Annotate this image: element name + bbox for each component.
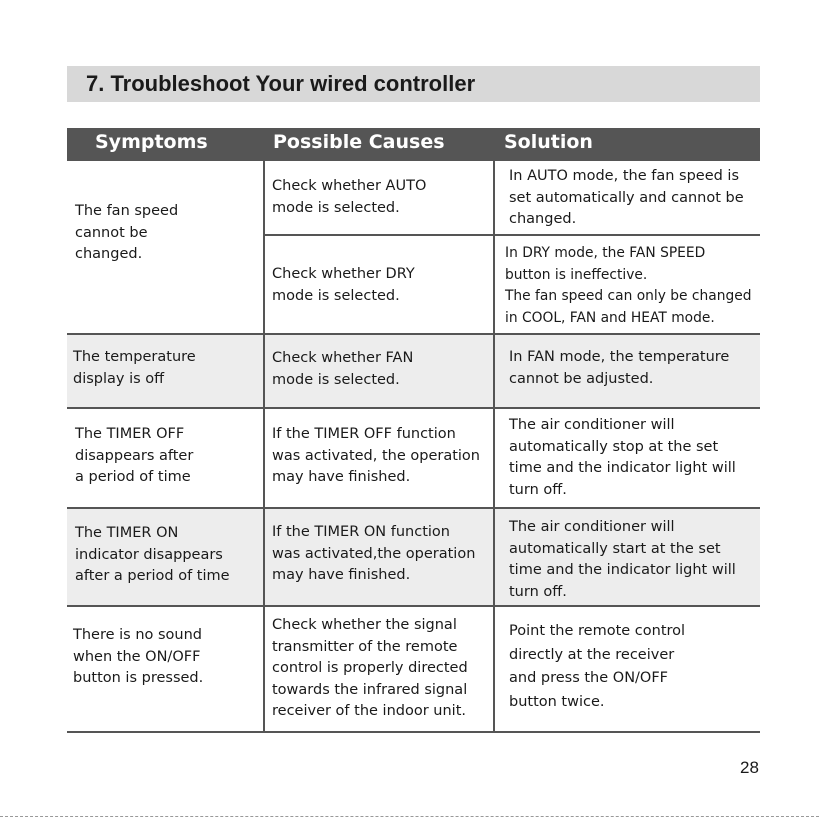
row-divider-3 bbox=[67, 507, 760, 509]
table-cell-cause: Check whether the signal transmitter of the remote control is properly directed towards the infrared signal receiver of the indoor unit. bbox=[272, 617, 468, 719]
column-divider-1 bbox=[263, 161, 265, 732]
table-cell-solution: In AUTO mode, the fan speed is set automatically and cannot be changed. bbox=[509, 168, 744, 227]
section-title: 7. Troubleshoot Your wired controller bbox=[86, 71, 476, 96]
table-cell-solution: The air conditioner will automatically start at the set time and the indicator light will turn off. bbox=[509, 519, 736, 600]
table-cell-solution: In DRY mode, the FAN SPEED button is ineffective. The fan speed can only be changed in COOL, FAN and HEAT mode. bbox=[505, 245, 752, 326]
section-title-bar bbox=[67, 66, 760, 102]
table-cell-symptom: There is no sound when the ON/OFF button is pressed. bbox=[73, 627, 204, 686]
table-cell-symptom: The TIMER ON indicator disappears after a period of time bbox=[75, 525, 230, 584]
table-cell-cause: Check whether DRY mode is selected. bbox=[272, 266, 415, 304]
table-cell-solution: The air conditioner will automatically stop at the set time and the indicator light will turn off. bbox=[509, 417, 736, 498]
page-edge-dashed-line bbox=[0, 816, 819, 817]
table-cell-solution: In FAN mode, the temperature cannot be adjusted. bbox=[509, 349, 730, 387]
row-divider-4 bbox=[67, 605, 760, 607]
row-divider-1 bbox=[67, 333, 760, 335]
table-cell-symptom: The TIMER OFF disappears after a period of time bbox=[75, 426, 194, 485]
header-symptoms: Symptoms bbox=[95, 131, 208, 153]
table-cell-cause: Check whether AUTO mode is selected. bbox=[272, 178, 427, 216]
header-solution: Solution bbox=[504, 131, 593, 153]
table-cell-solution: Point the remote control directly at the receiver and press the ON/OFF button twice. bbox=[509, 623, 686, 710]
table-header bbox=[67, 128, 760, 161]
table-cell-cause: Check whether FAN mode is selected. bbox=[272, 350, 414, 388]
row-divider-fan-sub bbox=[264, 234, 760, 236]
table-cell-cause: If the TIMER ON function was activated,the operation may have finished. bbox=[272, 524, 476, 583]
row-divider-5 bbox=[67, 731, 760, 733]
table-cell-symptom: The temperature display is off bbox=[73, 349, 196, 387]
table-cell-symptom: The fan speed cannot be changed. bbox=[75, 203, 179, 262]
page-number: 28 bbox=[740, 758, 759, 777]
row-divider-2 bbox=[67, 407, 760, 409]
header-possible-causes: Possible Causes bbox=[273, 131, 445, 153]
table-cell-cause: If the TIMER OFF function was activated, the operation may have finished. bbox=[272, 426, 480, 485]
column-divider-2 bbox=[493, 161, 495, 732]
